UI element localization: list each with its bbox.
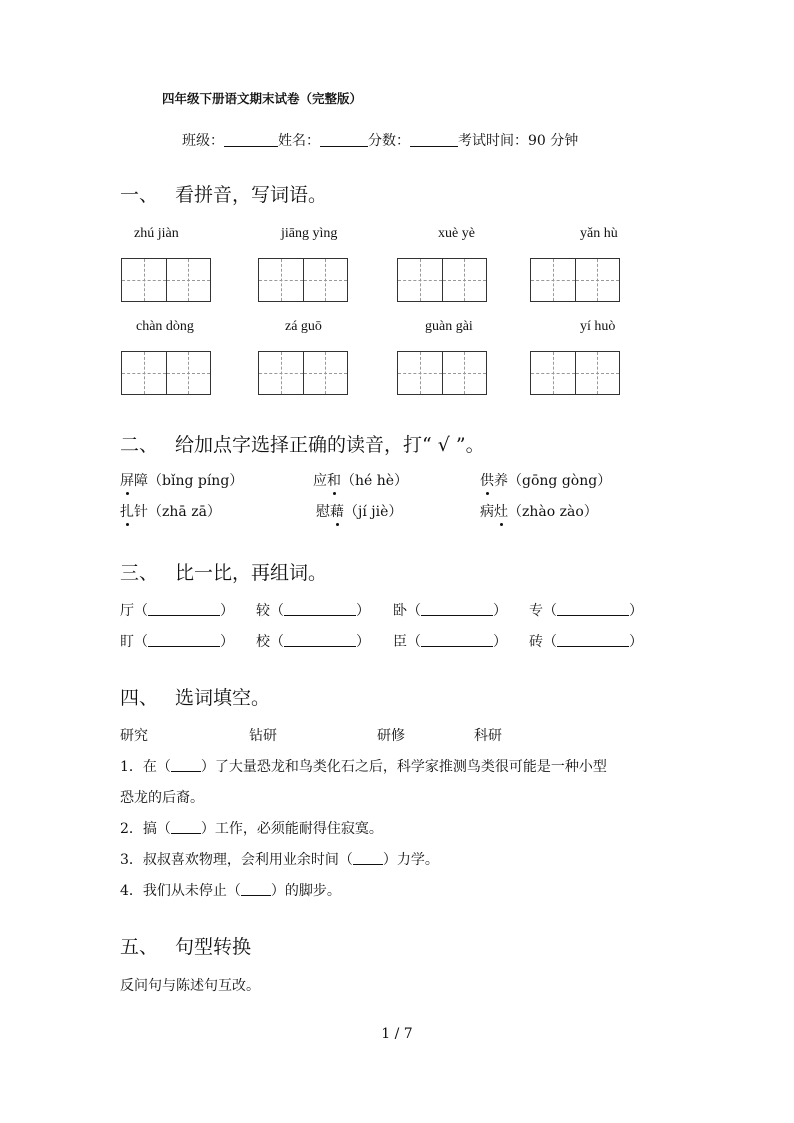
writing-grid-5[interactable] xyxy=(121,351,211,395)
compare-item-4[interactable]: 专（ ） xyxy=(529,603,643,619)
writing-grid-2[interactable] xyxy=(258,258,348,302)
reading-item-4[interactable]: 扎针（zhā zā） xyxy=(120,501,221,521)
transform-instruction: 反问句与陈述句互改。 xyxy=(120,978,260,994)
reading-item-6[interactable]: 病灶（zhào zào） xyxy=(480,501,598,521)
answer-blank[interactable] xyxy=(353,851,383,865)
reading-item-2[interactable]: 应和（hé hè） xyxy=(313,470,408,490)
section-title: 比一比，再组词。 xyxy=(175,562,328,584)
section-number: 四、 xyxy=(120,687,159,709)
pinyin-5: chàn dòng xyxy=(136,319,194,334)
compare-item-2[interactable]: 较（ ） xyxy=(256,603,370,619)
section-4-heading xyxy=(120,683,270,710)
writing-grid-8[interactable] xyxy=(530,351,620,395)
dotted-char: 供 xyxy=(480,470,494,490)
writing-grid-3[interactable] xyxy=(397,258,487,302)
reading-item-5[interactable]: 慰藉（jí jiè） xyxy=(316,501,402,521)
writing-grid-4[interactable] xyxy=(530,258,620,302)
dotted-char: 屏 xyxy=(120,470,134,490)
page-number: 1 / 7 xyxy=(381,1026,413,1042)
fill-question-1-continued: 恐龙的后裔。 xyxy=(120,790,204,806)
dotted-char: 和 xyxy=(327,470,341,490)
fill-question-2[interactable]: 2．搞（ ）工作，必须能耐得住寂寞。 xyxy=(120,821,383,837)
section-number: 一、 xyxy=(120,184,159,206)
pinyin-4: yǎn hù xyxy=(580,226,618,241)
fill-question-3[interactable]: 3．叔叔喜欢物理，会利用业余时间（ ）力学。 xyxy=(120,852,439,868)
compare-item-3[interactable]: 卧（ ） xyxy=(393,603,507,619)
compare-item-6[interactable]: 校（ ） xyxy=(256,634,370,650)
writing-grid-6[interactable] xyxy=(258,351,348,395)
section-5-heading xyxy=(120,932,251,959)
dotted-char: 灶 xyxy=(494,501,508,521)
section-3-heading xyxy=(120,558,327,585)
name-blank[interactable] xyxy=(320,131,368,147)
dotted-char: 扎 xyxy=(120,501,134,521)
score-label: 分数： xyxy=(368,133,410,149)
answer-blank[interactable] xyxy=(241,882,271,896)
word-choice-3: 研修 xyxy=(377,728,405,744)
word-choice-4: 科研 xyxy=(474,728,502,744)
compare-item-5[interactable]: 盯（ ） xyxy=(120,634,234,650)
compare-item-8[interactable]: 砖（ ） xyxy=(529,634,643,650)
pinyin-6: zá guō xyxy=(285,319,322,334)
class-blank[interactable] xyxy=(224,131,278,147)
dotted-char: 藉 xyxy=(330,501,344,521)
section-title: 给加点字选择正确的读音，打“ √ ”。 xyxy=(175,434,485,456)
word-choice-1: 研究 xyxy=(120,728,148,744)
section-title: 选词填空。 xyxy=(175,687,271,709)
reading-item-3[interactable]: 供养（gōng gòng） xyxy=(480,470,611,490)
reading-item-1[interactable]: 屏障（bǐng píng） xyxy=(120,470,243,490)
page-title: 四年级下册语文期末试卷（完整版） xyxy=(162,91,363,106)
name-label: 姓名： xyxy=(278,133,320,149)
pinyin-3: xuè yè xyxy=(438,226,475,241)
section-2-heading xyxy=(120,430,485,457)
pinyin-8: yí huò xyxy=(580,319,616,334)
section-number: 五、 xyxy=(120,936,159,958)
section-title: 看拼音，写词语。 xyxy=(175,184,328,206)
compare-item-1[interactable]: 厅（ ） xyxy=(120,603,234,619)
writing-grid-7[interactable] xyxy=(397,351,487,395)
fill-question-1[interactable]: 1．在（ ）了大量恐龙和鸟类化石之后，科学家推测鸟类很可能是一种小型 xyxy=(120,759,607,775)
section-number: 三、 xyxy=(120,562,159,584)
pinyin-1: zhú jiàn xyxy=(134,226,179,241)
section-1-heading xyxy=(120,180,327,207)
score-blank[interactable] xyxy=(410,131,458,147)
writing-grid-1[interactable] xyxy=(121,258,211,302)
time-label: 考试时间：90 分钟 xyxy=(458,133,579,149)
compare-item-7[interactable]: 臣（ ） xyxy=(393,634,507,650)
word-choice-2: 钻研 xyxy=(249,728,277,744)
section-title: 句型转换 xyxy=(175,936,252,958)
fill-question-4[interactable]: 4．我们从未停止（ ）的脚步。 xyxy=(120,883,341,899)
student-info-line xyxy=(182,130,578,150)
pinyin-2: jiāng yìng xyxy=(281,226,338,241)
answer-blank[interactable] xyxy=(171,758,201,772)
class-label: 班级： xyxy=(182,133,224,149)
answer-blank[interactable] xyxy=(171,820,201,834)
pinyin-7: guàn gài xyxy=(425,319,473,334)
section-number: 二、 xyxy=(120,434,159,456)
